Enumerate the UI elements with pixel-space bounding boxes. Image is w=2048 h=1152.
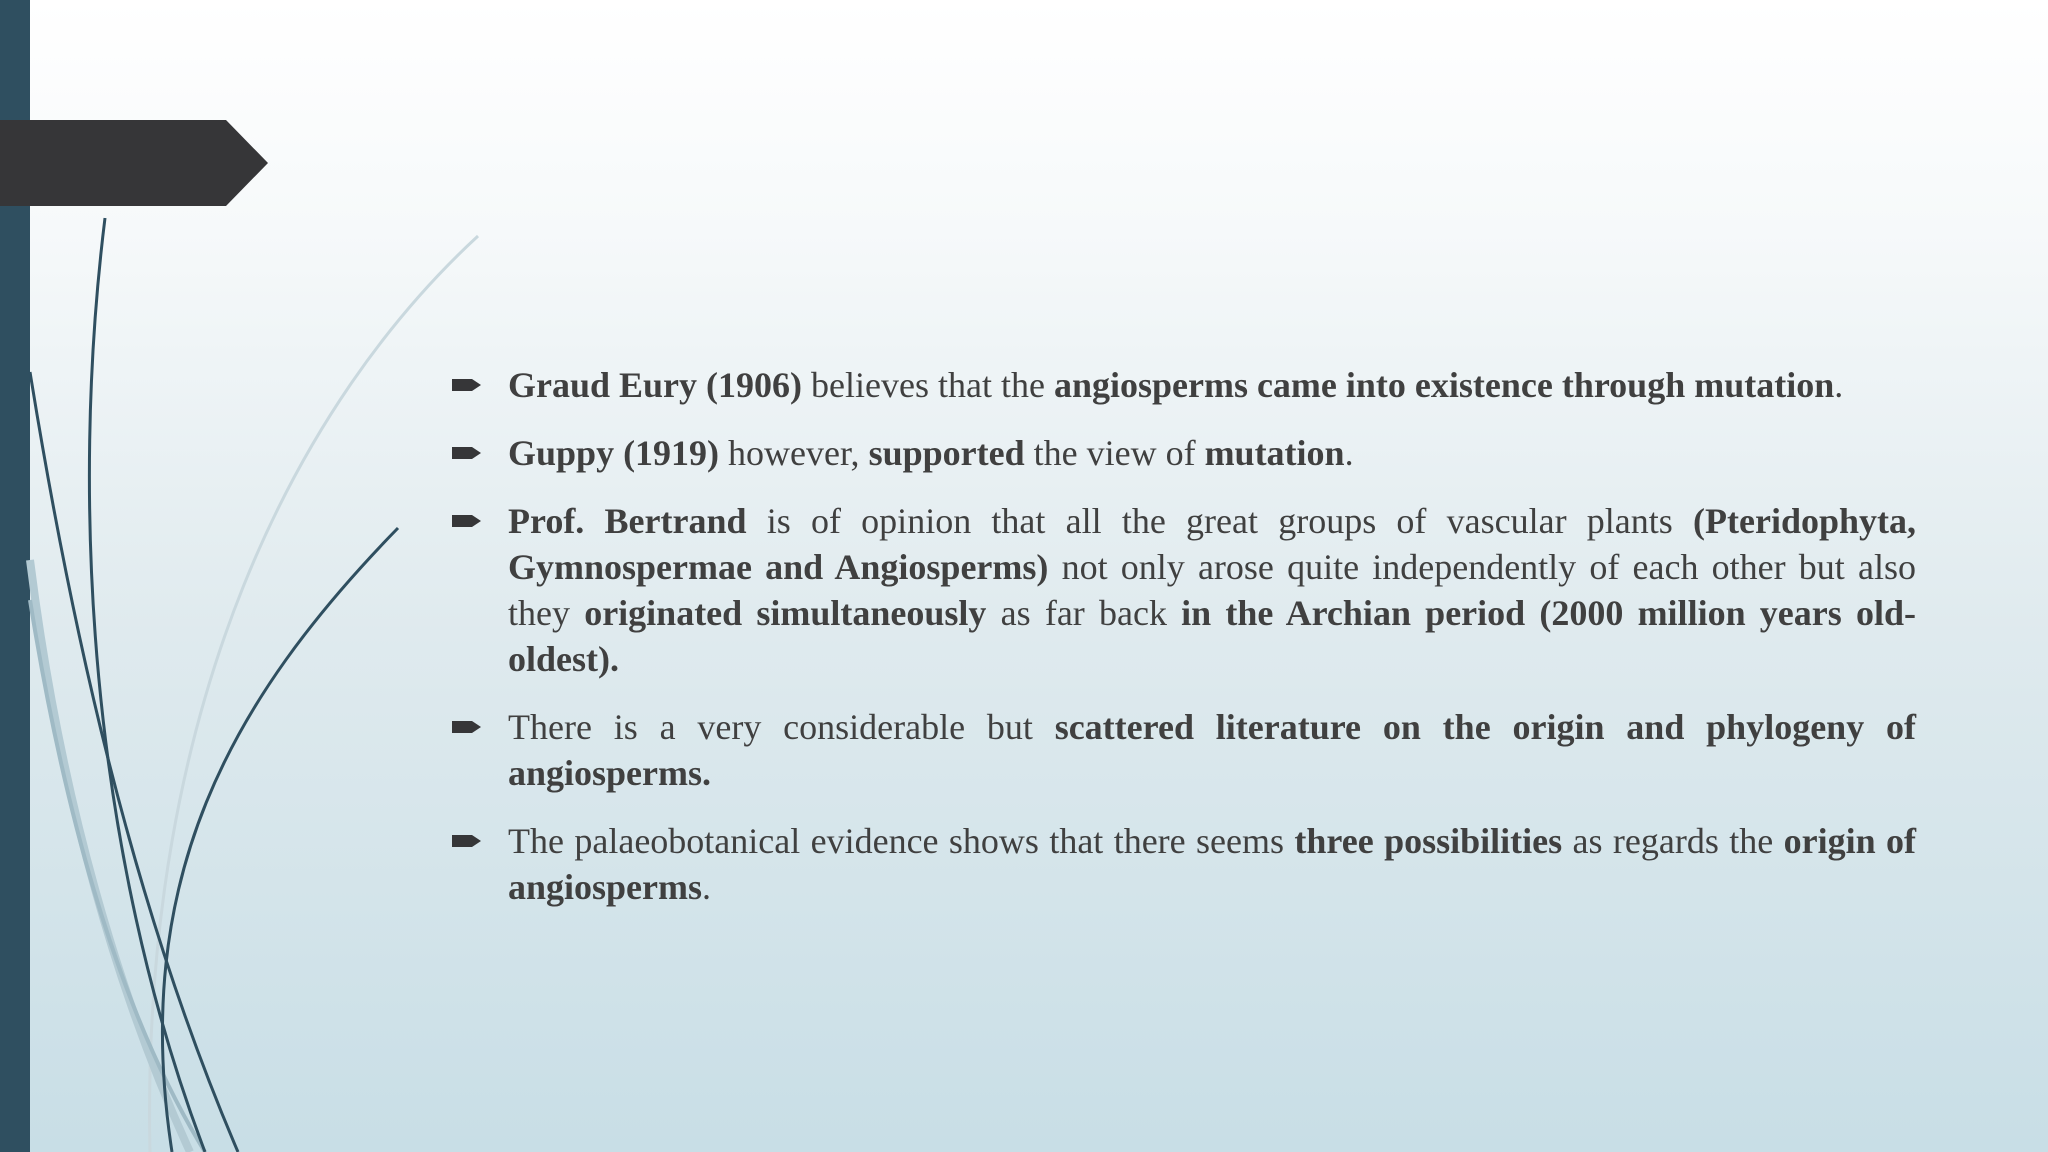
bullet-text-bold: Graud Eury (1906) xyxy=(508,365,803,405)
bullet-text-bold: mutation xyxy=(1204,433,1345,473)
bullet-text-bold: originated simultaneously xyxy=(584,593,987,633)
bullet-text-bold: Prof. Bertrand xyxy=(508,501,747,541)
bullet-text: however, xyxy=(719,433,869,473)
arrow-bullet-icon xyxy=(452,513,482,529)
bullet-text: There is a very considerable but xyxy=(508,707,1055,747)
bullet-text-bold: angiosperms came into existence through mutation xyxy=(1053,365,1835,405)
arrow-bullet-icon xyxy=(452,833,482,849)
title-tab-shape xyxy=(0,120,270,206)
bullet-text: believes that the xyxy=(802,365,1054,405)
bullet-item xyxy=(448,430,1916,476)
bullet-text: as far back xyxy=(986,593,1182,633)
arrow-bullet-icon xyxy=(452,377,482,393)
slide-content xyxy=(448,362,1916,932)
bullet-text-bold: scattered literature on the origin and phylogeny of angiosperms. xyxy=(508,707,1916,793)
bullet-text-bold: supported xyxy=(868,433,1025,473)
bullet-text-bold: origin of angiosperms xyxy=(508,821,1916,907)
bullet-list xyxy=(448,362,1916,910)
bullet-text-bold: (Pteridophyta, Gymnospermae and Angiosperms) xyxy=(508,501,1916,587)
bullet-text: not only arose quite independently of each other but also they xyxy=(508,547,1916,633)
arrow-bullet-icon xyxy=(452,445,482,461)
bullet-text-bold: three possibilities xyxy=(1294,821,1563,861)
bullet-text-bold: Guppy (1919) xyxy=(508,433,720,473)
bullet-text: The palaeobotanical evidence shows that there seems xyxy=(508,821,1295,861)
bullet-text: the view of xyxy=(1024,433,1205,473)
bullet-item xyxy=(448,704,1916,796)
bullet-text: . xyxy=(1834,365,1844,405)
bullet-item xyxy=(448,818,1916,910)
bullet-item xyxy=(448,362,1916,408)
bullet-text: is of opinion that all the great groups of vascular plants xyxy=(746,501,1694,541)
bullet-text: . xyxy=(702,867,712,907)
bullet-text: as regards the xyxy=(1562,821,1784,861)
bullet-text: . xyxy=(1344,433,1354,473)
bullet-text-bold: in the Archian period (2000 million years old-oldest). xyxy=(508,593,1916,679)
arrow-bullet-icon xyxy=(452,719,482,735)
bullet-item xyxy=(448,498,1916,682)
